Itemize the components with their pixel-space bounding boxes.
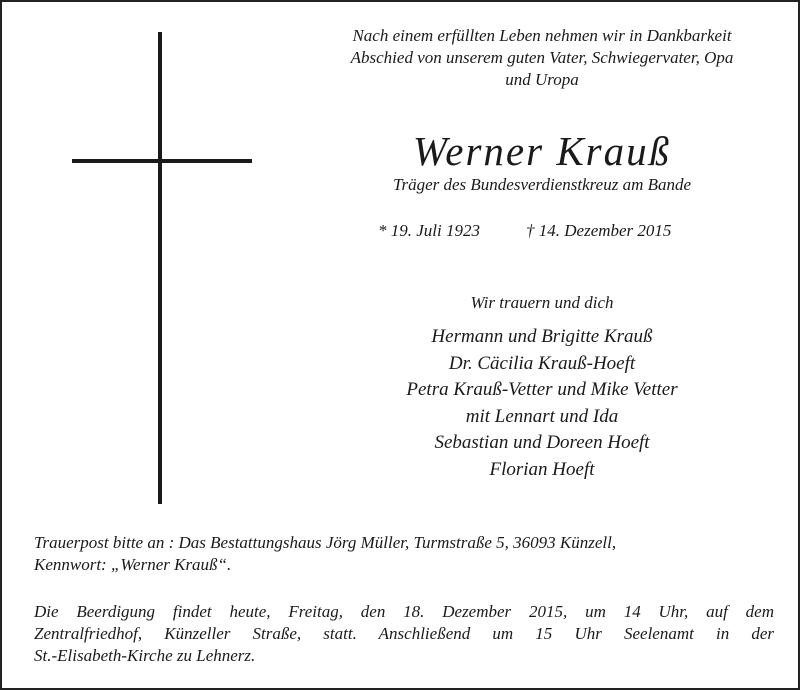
mourner-name: Hermann und Brigitte Krauß — [431, 326, 653, 347]
latin-cross-icon-bar — [72, 159, 252, 163]
latin-cross-icon — [158, 32, 162, 504]
burial-line: Zentralfriedhof, Künzeller Straße, statt. Anschließend um 15 Uhr Seelenamt in der — [34, 624, 774, 643]
death-date: † 14. Dezember 2015 — [526, 221, 672, 240]
trauerpost-line: Trauerpost bitte an : Das Bestattungshaus Jörg Müller, Turmstraße 5, 36093 Künzell, — [34, 533, 617, 552]
deceased-name: Werner Krauß — [412, 128, 672, 174]
mourner-name: Florian Hoeft — [489, 458, 595, 480]
intro-line: Abschied von unserem guten Vater, Schwiegervater, Opa — [350, 48, 734, 67]
mourner-name: Dr. Cäcilia Krauß-Hoeft — [448, 352, 636, 374]
mourners-heading: Wir trauern und dich — [470, 293, 614, 312]
birth-date: * 19. Juli 1923 — [378, 221, 480, 240]
intro-text — [292, 25, 792, 91]
trauerpost-notice — [34, 532, 774, 576]
mourner-name: Petra Krauß-Vetter und Mike Vetter — [406, 379, 678, 400]
mourner-name: Sebastian und Doreen Hoeft — [434, 432, 650, 453]
deceased-honor: Träger des Bundesverdienstkreuz am Bande — [392, 175, 692, 194]
trauerpost-line: Kennwort: „Werner Krauß“. — [34, 555, 232, 574]
burial-line: St.-Elisabeth-Kirche zu Lehnerz. — [34, 646, 256, 665]
intro-line: und Uropa — [505, 70, 579, 89]
burial-line: Die Beerdigung findet heute, Freitag, den 18. Dezember 2015, um 14 Uhr, auf dem — [34, 602, 774, 621]
mourners-list — [292, 324, 792, 483]
burial-notice — [34, 601, 774, 667]
intro-line: Nach einem erfüllten Leben nehmen wir in Dankbarkeit — [352, 26, 732, 45]
mourner-name: mit Lennart und Ida — [465, 405, 619, 427]
life-dates — [292, 220, 792, 244]
